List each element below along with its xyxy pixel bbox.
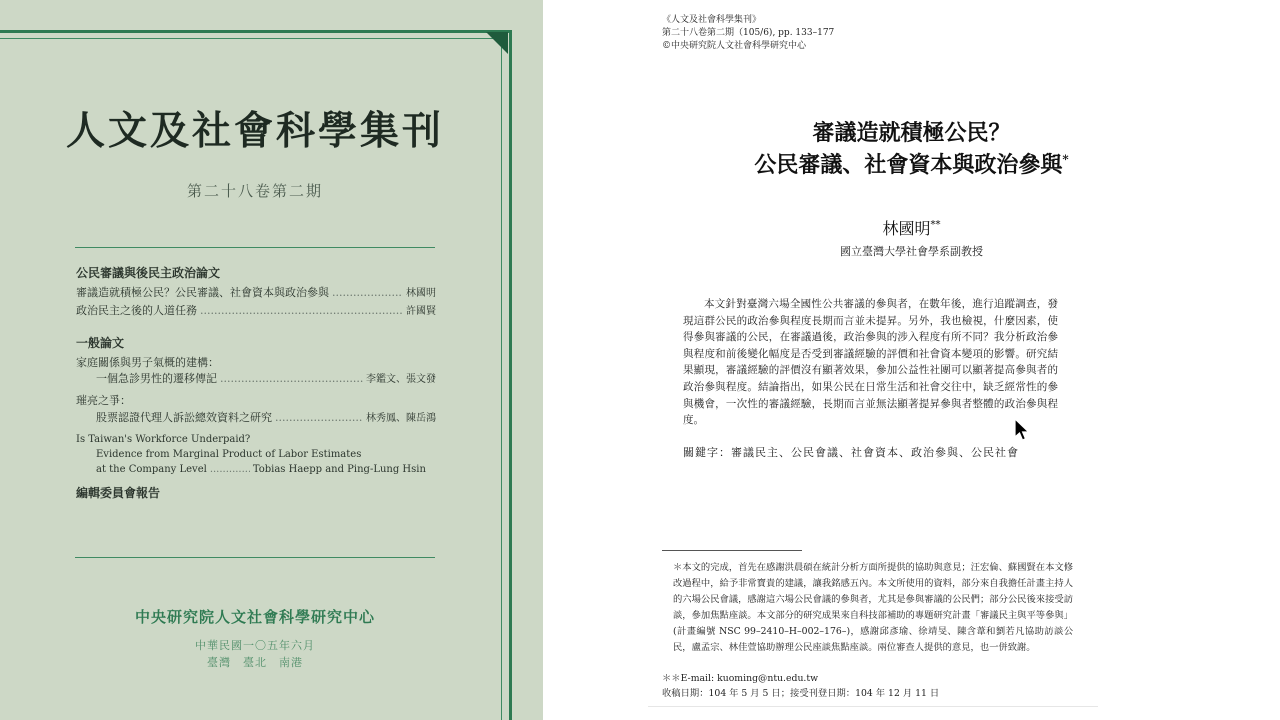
toc-entry-author: 林秀鳳、陳岳鴻 [366,412,436,424]
submission-dates: 收稿日期：104 年 5 月 5 日；接受刊登日期：104 年 12 月 11 日 [662,688,940,699]
toc-entry [76,372,436,386]
toc-leader-dots [275,411,363,425]
author-footnote-mark: ** [930,219,941,231]
toc-leader-dots [220,372,363,386]
toc-section-heading: 一般論文 [76,336,125,351]
toc-section-heading: 公民審議與後民主政治論文 [76,266,221,280]
cover-date: 中華民國一〇五年六月 [195,639,315,652]
toc-entry-author: 許國賢 [406,305,436,317]
toc-entry [76,463,436,476]
footnote-divider [662,550,802,551]
cover-place: 臺灣 臺北 南港 [207,655,303,669]
title-footnote-mark: * [1062,152,1069,167]
article-title-line1: 審議造就積極公民？ [812,120,1011,146]
toc-report-heading: 編輯委員會報告 [76,485,161,500]
toc-entry-author: 李鑑文、張文發 [366,374,436,386]
cover-divider-bottom [75,557,435,558]
cover-title: 人文及社會科學集刊 [65,108,444,154]
header-journal-name: 《人文及社會科學集刊》 [662,15,762,25]
toc-entry [76,286,436,300]
keywords: 關鍵字：審議民主、公民會議、社會資本、政治參與、公民社會 [683,446,1019,459]
toc-entry-title: 家庭關係與男子氣概的建構： [76,355,219,369]
page-bottom-edge [648,706,1098,707]
cover-divider-top [75,247,435,248]
cover-date-place [0,638,510,671]
article-page [543,0,1280,720]
toc-entry [76,304,436,318]
toc-entry-title: 審議造就積極公民？公民審議、社會資本與政治參與 [76,285,329,299]
author-line [543,216,1280,239]
toc-entry-author: Tobias Haepp and Ping-Lung Hsin [252,463,426,475]
author-affiliation: 國立臺灣大學社會學系副教授 [840,245,983,258]
toc-entry [76,411,436,425]
journal-header [662,14,834,53]
article-title-text: 公民審議、社會資本與政治參與 [754,152,1063,178]
mouse-pointer-icon [1013,418,1031,442]
journal-cover [0,0,543,720]
author-email: ＊＊E-mail: kuoming@ntu.edu.tw [662,673,819,684]
toc-entry-title: Is Taiwan's Workforce Underpaid? [76,433,251,445]
toc-entry-title: 一個急診男性的遷移傳記 [96,372,217,386]
toc-leader-dots [200,304,403,318]
article-title-line2 [543,148,1280,179]
cover-corner-ornament [486,32,508,54]
author-name: 林國明 [882,219,931,238]
toc-leader-dots [210,463,250,476]
header-copyright: ©中央研究院人文社會科學研究中心 [662,41,807,51]
toc-entry-title: 政治民主之後的人道任務 [76,303,197,317]
toc-entry-author: 林國明 [406,287,436,299]
toc-entry-title: at the Company Level [96,463,207,475]
toc-entry-title: 璀亮之爭： [76,394,131,408]
header-volume: 第二十八卷第二期（105/6), pp. 133–177 [662,28,835,38]
toc-entry-title: 股票認證代理人訴訟總效資料之研究 [96,410,272,424]
abstract-text: 本文針對臺灣六場全國性公共審議的參與者，在數年後，進行追蹤調查，發現這群公民的政治參與程度長期而言並未提昇。另外，我也檢視，什麼因素，使得參與審議的公民，在審議過後，政治參與的涉入程度有所不同？我分析政治參與程度和前後變化幅度是否受到審議經驗的評價和社會資本變項的影響。研究結果顯現，審議經驗的評價沒有顯著效果，參加公益性社團可以顯著提高參與者的政治參與程度。結論指出，如果公民在日常生活和社會交往中，缺乏經常性的參與機會，一次性的審議經驗，長期而言並無法顯著提昇參與者整體的政治參與程度。 [683,298,1058,427]
cover-issue: 第二十八卷第二期 [186,182,323,200]
toc-leader-dots [332,286,403,300]
acknowledgement-footnote: ＊本文的完成，首先在感謝洪晨碩在統計分析方面所提供的協助與意見；汪宏倫、蘇國賢在本文修改過程中，給予非常寶貴的建議，讓我銘感五內。本文所使用的資料，部分來自我擔任計畫主持人的六場公民會議，感謝這六場公民會議的參與者，尤其是參與審議的公民們；部分公民後來接受訪談，參加焦點座談。本文部分的研究成果來自科技部補助的專題研究計畫「審議民主與平等參與」(計畫編號 NSC 99–2410–H–002–176–)，感謝邱彥瑜、徐靖旻、陳含葦和劉若凡協助訪談公民，盧孟宗、林佳萱協助辦理公民座談焦點座談。兩位審查人提供的意見，也一併致謝。 [673,562,1073,653]
toc-entry-title: Evidence from Marginal Product of Labor Estimates [96,448,362,460]
cover-publisher: 中央研究院人文社會科學研究中心 [134,608,375,626]
cover-table-of-contents [76,266,436,506]
